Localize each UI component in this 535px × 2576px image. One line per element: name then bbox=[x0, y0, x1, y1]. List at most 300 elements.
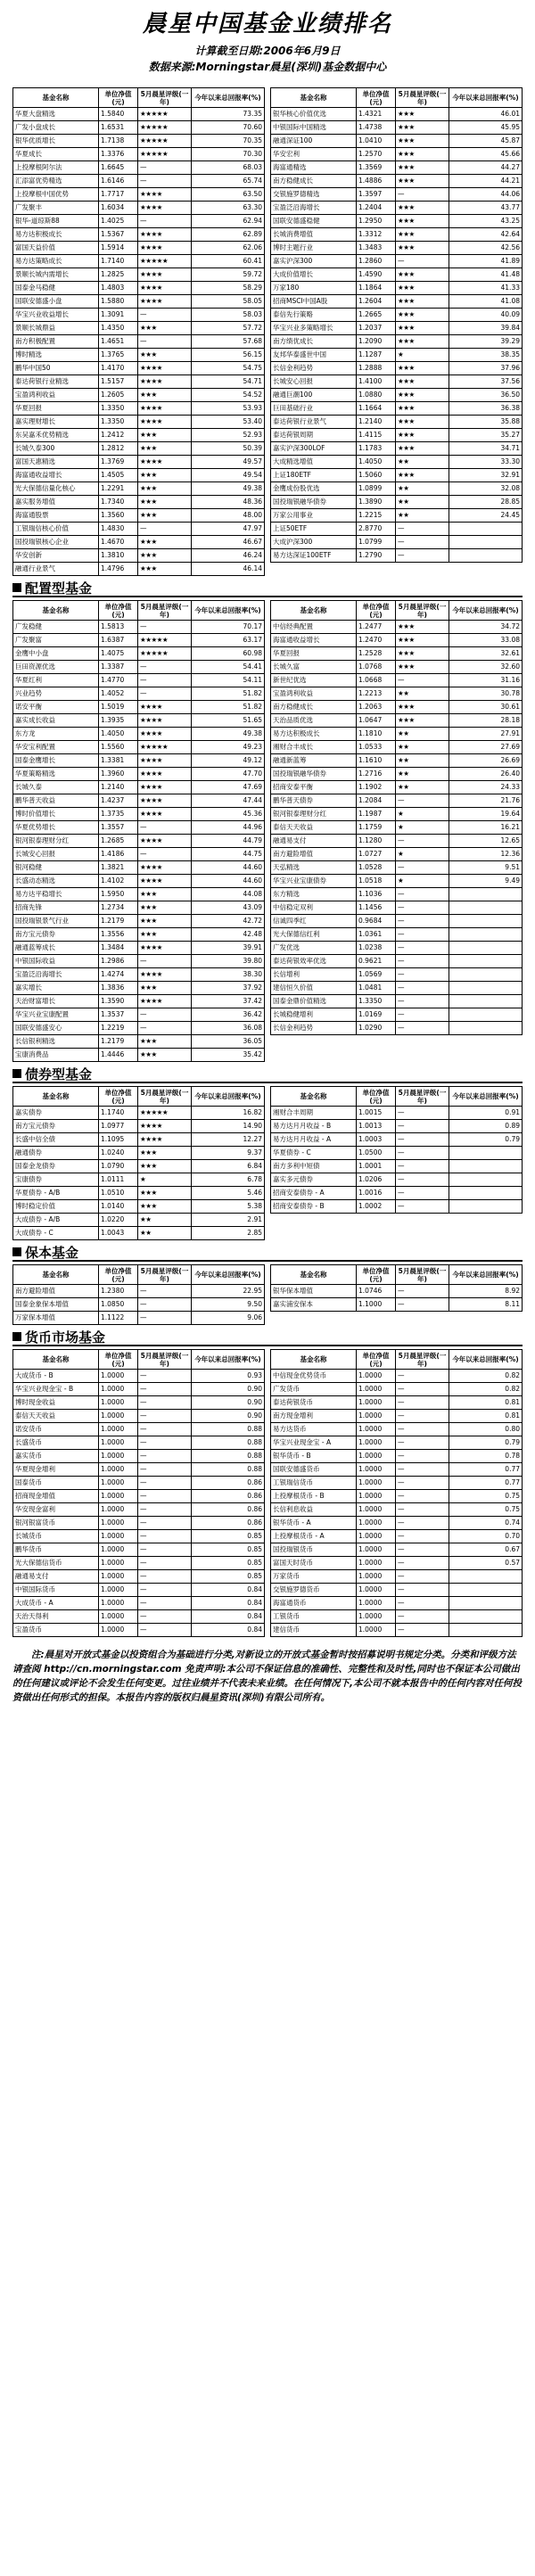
fund-rating: ★ bbox=[396, 821, 449, 835]
header-nav: 单位净值(元) bbox=[357, 88, 396, 108]
fund-rating: ★★ bbox=[396, 687, 449, 701]
fund-rating: ★★ bbox=[138, 1214, 192, 1227]
fund-rating: ★★★ bbox=[396, 282, 449, 295]
section-columns bbox=[12, 600, 523, 1062]
fund-return: 0.89 bbox=[449, 1120, 523, 1133]
table-row bbox=[13, 549, 265, 563]
fund-name: 鹏华普天债券 bbox=[271, 794, 357, 808]
fund-return: 16.82 bbox=[192, 1107, 265, 1120]
fund-nav: 1.0569 bbox=[357, 968, 396, 982]
fund-rating: ★★★ bbox=[138, 389, 192, 402]
fund-return: 35.27 bbox=[449, 429, 523, 442]
fund-name: 国泰货币 bbox=[13, 1477, 99, 1490]
fund-return: 12.36 bbox=[449, 848, 523, 861]
fund-name: 光大保德信红利 bbox=[271, 928, 357, 942]
fund-nav: 1.0000 bbox=[357, 1370, 396, 1383]
fund-nav: 1.0410 bbox=[357, 135, 396, 148]
fund-rating: — bbox=[396, 1396, 449, 1410]
table-row bbox=[271, 108, 523, 121]
fund-name: 大成货币 - A bbox=[13, 1597, 99, 1610]
table-header bbox=[271, 1350, 523, 1370]
fund-nav: 1.4050 bbox=[99, 728, 138, 741]
table-row bbox=[13, 861, 265, 875]
table-row bbox=[13, 482, 265, 496]
fund-return bbox=[449, 888, 523, 901]
header-name: 基金名称 bbox=[271, 1350, 357, 1370]
fund-return: 35.88 bbox=[449, 416, 523, 429]
fund-name: 大成精选增值 bbox=[271, 456, 357, 469]
fund-nav: 1.6645 bbox=[99, 161, 138, 175]
fund-rating: ★★ bbox=[396, 741, 449, 754]
fund-rating: — bbox=[396, 1120, 449, 1133]
table-row bbox=[13, 496, 265, 509]
table-row bbox=[271, 202, 523, 215]
fund-return: 44.21 bbox=[449, 175, 523, 188]
table-row bbox=[13, 1517, 265, 1530]
table-row bbox=[13, 375, 265, 389]
fund-return: 41.48 bbox=[449, 268, 523, 282]
fund-rating: — bbox=[396, 1436, 449, 1450]
fund-nav: 1.0000 bbox=[357, 1610, 396, 1624]
fund-nav: 1.0000 bbox=[357, 1530, 396, 1543]
fund-name: 融通易支付 bbox=[271, 835, 357, 848]
fund-rating: ★★★ bbox=[396, 295, 449, 309]
fund-nav: 1.0768 bbox=[357, 661, 396, 674]
fund-rating: ★★★★ bbox=[138, 794, 192, 808]
fund-return: 62.06 bbox=[192, 242, 265, 255]
section-heading bbox=[12, 1066, 523, 1083]
fund-name: 国联安德盛稳健 bbox=[271, 215, 357, 228]
table-row bbox=[271, 942, 523, 955]
fund-name: 华夏红利 bbox=[13, 674, 99, 687]
fund-nav: 1.4237 bbox=[99, 794, 138, 808]
fund-return: 73.35 bbox=[192, 108, 265, 121]
header-rating: 5月晨星评级(一年) bbox=[138, 1087, 192, 1107]
fund-name: 长城安心回报 bbox=[13, 848, 99, 861]
fund-nav: 1.6034 bbox=[99, 202, 138, 215]
fund-nav: 1.4075 bbox=[99, 647, 138, 661]
table-row bbox=[271, 1490, 523, 1503]
table-row bbox=[13, 469, 265, 482]
fund-rating: — bbox=[138, 335, 192, 349]
fund-nav: 1.0000 bbox=[99, 1597, 138, 1610]
fund-return: 48.00 bbox=[192, 509, 265, 523]
fund-nav: 1.3935 bbox=[99, 714, 138, 728]
table-row bbox=[13, 1120, 265, 1133]
fund-return: 44.27 bbox=[449, 161, 523, 175]
fund-return: 36.05 bbox=[192, 1035, 265, 1049]
table-row bbox=[271, 1517, 523, 1530]
fund-name: 长信银利精选 bbox=[13, 1035, 99, 1049]
fund-nav: 1.0000 bbox=[99, 1557, 138, 1570]
fund-return: 46.14 bbox=[192, 563, 265, 576]
fund-name: 国投瑞银货币 bbox=[271, 1543, 357, 1557]
section-balanced bbox=[12, 580, 523, 1062]
table-row bbox=[13, 888, 265, 901]
table-row bbox=[271, 835, 523, 848]
fund-rating: — bbox=[138, 1597, 192, 1610]
table-row bbox=[271, 1396, 523, 1410]
fund-rating: ★★★ bbox=[396, 148, 449, 161]
fund-name: 易方达积极成长 bbox=[13, 228, 99, 242]
table-row bbox=[13, 754, 265, 768]
fund-name: 海富通股票 bbox=[13, 509, 99, 523]
table-row bbox=[271, 175, 523, 188]
table-row bbox=[13, 509, 265, 523]
fund-return: 0.86 bbox=[192, 1503, 265, 1517]
fund-nav: 1.6531 bbox=[99, 121, 138, 135]
fund-name: 长信利息收益 bbox=[271, 1503, 357, 1517]
fund-rating: ★★★★★ bbox=[138, 741, 192, 754]
fund-rating: — bbox=[138, 523, 192, 536]
fund-name: 长城久泰 bbox=[13, 781, 99, 794]
fund-rating: — bbox=[138, 1557, 192, 1570]
fund-return bbox=[449, 942, 523, 955]
table-row bbox=[271, 1022, 523, 1035]
table-row bbox=[271, 674, 523, 687]
fund-name: 博时稳定价值 bbox=[13, 1200, 99, 1214]
table-row bbox=[271, 982, 523, 995]
table-row bbox=[271, 888, 523, 901]
fund-name: 银华保本增值 bbox=[271, 1285, 357, 1298]
fund-rating: ★★★★ bbox=[138, 995, 192, 1008]
table-row bbox=[13, 1423, 265, 1436]
fund-nav: 0.9684 bbox=[357, 915, 396, 928]
fund-nav: 1.0000 bbox=[357, 1503, 396, 1517]
fund-name: 天治品质优选 bbox=[271, 714, 357, 728]
fund-nav: 1.1783 bbox=[357, 442, 396, 456]
fund-return: 70.30 bbox=[192, 148, 265, 161]
fund-return: 45.36 bbox=[192, 808, 265, 821]
table-row bbox=[13, 1035, 265, 1049]
table-row bbox=[271, 1463, 523, 1477]
fund-return: 33.30 bbox=[449, 456, 523, 469]
header-rating: 5月晨星评级(一年) bbox=[138, 601, 192, 621]
fund-name: 中信经典配置 bbox=[271, 621, 357, 634]
fund-name: 嘉实债券 bbox=[13, 1107, 99, 1120]
fund-rating: — bbox=[396, 1490, 449, 1503]
table-row bbox=[13, 1200, 265, 1214]
fund-rating: ★★ bbox=[396, 754, 449, 768]
fund-name: 华夏优势增长 bbox=[13, 821, 99, 835]
fund-nav: 1.3381 bbox=[99, 754, 138, 768]
fund-rating: ★★★ bbox=[396, 108, 449, 121]
fund-name: 南方宝元债券 bbox=[13, 928, 99, 942]
fund-return: 40.09 bbox=[449, 309, 523, 322]
fund-name: 国泰金鼎价值精选 bbox=[271, 995, 357, 1008]
fund-rating: ★★★★ bbox=[138, 282, 192, 295]
table-row bbox=[13, 1312, 265, 1325]
fund-rating: ★★ bbox=[396, 509, 449, 523]
fund-rating: ★★★★★ bbox=[138, 135, 192, 148]
fund-return: 26.69 bbox=[449, 754, 523, 768]
table-row bbox=[271, 442, 523, 456]
fund-rating: ★★★ bbox=[396, 389, 449, 402]
table-row bbox=[13, 1370, 265, 1383]
table-row bbox=[13, 1160, 265, 1173]
fund-return: 0.86 bbox=[192, 1490, 265, 1503]
fund-nav: 1.0000 bbox=[357, 1423, 396, 1436]
fund-return: 41.33 bbox=[449, 282, 523, 295]
fund-name: 上证50ETF bbox=[271, 523, 357, 536]
fund-rating: — bbox=[138, 309, 192, 322]
fund-rating: ★★★★ bbox=[138, 968, 192, 982]
fund-nav: 1.0240 bbox=[99, 1147, 138, 1160]
fund-rating: ★★★ bbox=[138, 442, 192, 456]
fund-rating: ★★★★ bbox=[138, 402, 192, 416]
table-row bbox=[13, 362, 265, 375]
fund-nav: 1.0000 bbox=[99, 1370, 138, 1383]
table-row bbox=[271, 496, 523, 509]
fund-nav: 1.0000 bbox=[99, 1517, 138, 1530]
fund-name: 国泰金鹰增长 bbox=[13, 754, 99, 768]
fund-rating: ★★★ bbox=[138, 549, 192, 563]
fund-rating: ★★★ bbox=[396, 228, 449, 242]
fund-name: 长信增利 bbox=[271, 968, 357, 982]
header-rating: 5月晨星评级(一年) bbox=[396, 88, 449, 108]
table-row bbox=[13, 1490, 265, 1503]
fund-nav: 1.2604 bbox=[357, 295, 396, 309]
fund-name: 金鹰中小盘 bbox=[13, 647, 99, 661]
fund-return: 35.42 bbox=[192, 1049, 265, 1062]
table-row bbox=[13, 1530, 265, 1543]
fund-rating: ★★★ bbox=[396, 661, 449, 674]
section-equity bbox=[12, 87, 523, 576]
sections-container bbox=[12, 87, 523, 1637]
header-nav: 单位净值(元) bbox=[99, 1087, 138, 1107]
fund-return: 0.90 bbox=[192, 1396, 265, 1410]
fund-nav: 1.2477 bbox=[357, 621, 396, 634]
fund-nav: 1.4651 bbox=[99, 335, 138, 349]
fund-name: 易方达策略成长 bbox=[13, 255, 99, 268]
fund-rating: — bbox=[396, 674, 449, 687]
fund-rating: — bbox=[138, 1543, 192, 1557]
section-title: 保本基金 bbox=[25, 1244, 79, 1261]
header-name: 基金名称 bbox=[13, 1087, 99, 1107]
fund-nav: 1.1287 bbox=[357, 349, 396, 362]
fund-rating: ★★★ bbox=[396, 135, 449, 148]
table-row bbox=[271, 255, 523, 268]
fund-return bbox=[449, 915, 523, 928]
table-row bbox=[271, 1298, 523, 1312]
fund-return: 0.88 bbox=[192, 1463, 265, 1477]
table-row bbox=[13, 1049, 265, 1062]
fund-rating: — bbox=[138, 175, 192, 188]
fund-rating: ★ bbox=[396, 848, 449, 861]
fund-return: 53.93 bbox=[192, 402, 265, 416]
table-row bbox=[271, 1200, 523, 1214]
fund-name: 招商现金增值 bbox=[13, 1490, 99, 1503]
fund-nav: 1.5840 bbox=[99, 108, 138, 121]
fund-rating: ★★★ bbox=[396, 714, 449, 728]
fund-name: 大成货币 - B bbox=[13, 1370, 99, 1383]
fund-nav: 1.4052 bbox=[99, 687, 138, 701]
table-row bbox=[271, 915, 523, 928]
table-row bbox=[271, 148, 523, 161]
fund-rating: ★★★★ bbox=[138, 835, 192, 848]
fund-name: 国联安德盛货币 bbox=[271, 1463, 357, 1477]
fund-rating: — bbox=[396, 188, 449, 202]
fund-name: 嘉实沪深300 bbox=[271, 255, 357, 268]
fund-return: 0.77 bbox=[449, 1463, 523, 1477]
fund-name: 泰达荷银周期 bbox=[271, 429, 357, 442]
fund-nav: 1.3569 bbox=[357, 161, 396, 175]
table-header bbox=[13, 1265, 265, 1285]
fund-rating: ★★★★ bbox=[138, 295, 192, 309]
fund-nav: 1.0000 bbox=[99, 1450, 138, 1463]
fund-rating: ★★★ bbox=[396, 701, 449, 714]
fund-nav: 1.3821 bbox=[99, 861, 138, 875]
fund-nav: 1.2179 bbox=[99, 915, 138, 928]
fund-nav: 1.2716 bbox=[357, 768, 396, 781]
fund-nav: 1.0000 bbox=[99, 1410, 138, 1423]
fund-return: 22.95 bbox=[192, 1285, 265, 1298]
fund-nav: 1.0238 bbox=[357, 942, 396, 955]
fund-nav: 1.0000 bbox=[99, 1396, 138, 1410]
fund-rating: ★★★★★ bbox=[138, 255, 192, 268]
fund-name: 南方避险增值 bbox=[271, 848, 357, 861]
fund-name: 银华货币 - A bbox=[271, 1517, 357, 1530]
fund-name: 景顺长城内需增长 bbox=[13, 268, 99, 282]
fund-name: 华夏债券 - A/B bbox=[13, 1187, 99, 1200]
fund-rating: — bbox=[396, 861, 449, 875]
fund-return bbox=[449, 523, 523, 536]
fund-return: 45.87 bbox=[449, 135, 523, 148]
fund-name: 宝康债券 bbox=[13, 1173, 99, 1187]
fund-rating: — bbox=[138, 821, 192, 835]
date-line: 计算截至日期:2006年6月9日 bbox=[194, 45, 341, 57]
table-row bbox=[271, 362, 523, 375]
fund-rating: — bbox=[396, 1530, 449, 1543]
fund-nav: 1.5813 bbox=[99, 621, 138, 634]
table-row bbox=[13, 835, 265, 848]
fund-rating: — bbox=[138, 1383, 192, 1396]
fund-return: 51.82 bbox=[192, 687, 265, 701]
fund-return: 49.54 bbox=[192, 469, 265, 482]
fund-name: 融通债券 bbox=[13, 1147, 99, 1160]
fund-rating: — bbox=[138, 1285, 192, 1298]
fund-rating: — bbox=[396, 915, 449, 928]
fund-rating: — bbox=[138, 1584, 192, 1597]
table-row bbox=[13, 848, 265, 861]
fund-name: 泰达荷银效率优选 bbox=[271, 955, 357, 968]
fund-name: 光大保德信量化核心 bbox=[13, 482, 99, 496]
table-row bbox=[13, 1450, 265, 1463]
fund-return: 41.89 bbox=[449, 255, 523, 268]
fund-return: 47.44 bbox=[192, 794, 265, 808]
fund-rating: ★★★ bbox=[138, 1200, 192, 1214]
fund-rating: — bbox=[138, 215, 192, 228]
fund-return: 48.36 bbox=[192, 496, 265, 509]
fund-return bbox=[449, 1597, 523, 1610]
fund-name: 嘉实成长收益 bbox=[13, 714, 99, 728]
fund-rating: ★★ bbox=[396, 456, 449, 469]
fund-nav: 1.0290 bbox=[357, 1022, 396, 1035]
fund-nav: 1.0206 bbox=[357, 1173, 396, 1187]
fund-rating: — bbox=[138, 1410, 192, 1423]
fund-return: 9.51 bbox=[449, 861, 523, 875]
table-row bbox=[271, 1187, 523, 1200]
fund-nav: 1.2140 bbox=[357, 416, 396, 429]
table-row bbox=[271, 228, 523, 242]
table-row bbox=[13, 1410, 265, 1423]
fund-name: 华宝兴业宝康配置 bbox=[13, 1008, 99, 1022]
fund-rating: ★★★ bbox=[396, 429, 449, 442]
table-row bbox=[13, 242, 265, 255]
fund-return bbox=[449, 901, 523, 915]
fund-nav: 1.2291 bbox=[99, 482, 138, 496]
fund-return: 54.41 bbox=[192, 661, 265, 674]
fund-return: 53.40 bbox=[192, 416, 265, 429]
fund-nav: 1.0850 bbox=[99, 1298, 138, 1312]
fund-return bbox=[449, 995, 523, 1008]
fund-name: 富国天惠精选 bbox=[13, 456, 99, 469]
fund-return: 37.56 bbox=[449, 375, 523, 389]
fund-name: 宝盈鸿利收益 bbox=[271, 687, 357, 701]
table-row bbox=[13, 1463, 265, 1477]
fund-nav: 1.2570 bbox=[357, 148, 396, 161]
header-name: 基金名称 bbox=[13, 1350, 99, 1370]
fund-nav: 1.3376 bbox=[99, 148, 138, 161]
fund-name: 泰达荷银行业精选 bbox=[13, 375, 99, 389]
fund-name: 万家货币 bbox=[271, 1570, 357, 1584]
table-row bbox=[13, 1396, 265, 1410]
fund-return: 44.75 bbox=[192, 848, 265, 861]
table-row bbox=[13, 1543, 265, 1557]
table-row bbox=[13, 563, 265, 576]
fund-nav: 1.4115 bbox=[357, 429, 396, 442]
fund-rating: — bbox=[396, 1160, 449, 1173]
fund-name: 东吴嘉禾优势精选 bbox=[13, 429, 99, 442]
fund-return: 70.17 bbox=[192, 621, 265, 634]
fund-name: 嘉实理财增长 bbox=[13, 416, 99, 429]
fund-return: 2.85 bbox=[192, 1227, 265, 1240]
fund-name: 诺安平衡 bbox=[13, 701, 99, 714]
fund-rating: — bbox=[396, 1383, 449, 1396]
fund-return bbox=[449, 1624, 523, 1637]
fund-name: 融通蓝筹成长 bbox=[13, 942, 99, 955]
table-header bbox=[13, 601, 265, 621]
fund-return: 8.92 bbox=[449, 1285, 523, 1298]
table-row bbox=[13, 121, 265, 135]
fund-name: 长盛中信全债 bbox=[13, 1133, 99, 1147]
fund-return: 36.42 bbox=[192, 1008, 265, 1022]
fund-rating: ★★★ bbox=[396, 121, 449, 135]
fund-nav: 1.4186 bbox=[99, 848, 138, 861]
table-row bbox=[13, 728, 265, 741]
fund-rating: ★★★★ bbox=[138, 362, 192, 375]
fund-rating: ★★★ bbox=[138, 563, 192, 576]
fund-nav: 1.1987 bbox=[357, 808, 396, 821]
fund-nav: 1.0000 bbox=[357, 1477, 396, 1490]
fund-name: 华夏回报 bbox=[271, 647, 357, 661]
table-row bbox=[13, 1477, 265, 1490]
fund-nav: 1.1000 bbox=[357, 1298, 396, 1312]
fund-nav: 1.1864 bbox=[357, 282, 396, 295]
fund-name: 长城消费增值 bbox=[271, 228, 357, 242]
fund-return: 36.38 bbox=[449, 402, 523, 416]
table-header bbox=[13, 1087, 265, 1107]
fund-nav: 1.0000 bbox=[357, 1463, 396, 1477]
fund-name: 天治财富增长 bbox=[13, 995, 99, 1008]
fund-name: 大成债券 - A/B bbox=[13, 1214, 99, 1227]
fund-rating: — bbox=[396, 1557, 449, 1570]
fund-nav: 1.1456 bbox=[357, 901, 396, 915]
fund-name: 海富通收益增长 bbox=[13, 469, 99, 482]
fund-rating: — bbox=[138, 1463, 192, 1477]
fund-return: 30.78 bbox=[449, 687, 523, 701]
fund-name: 工银瑞信货币 bbox=[271, 1477, 357, 1490]
